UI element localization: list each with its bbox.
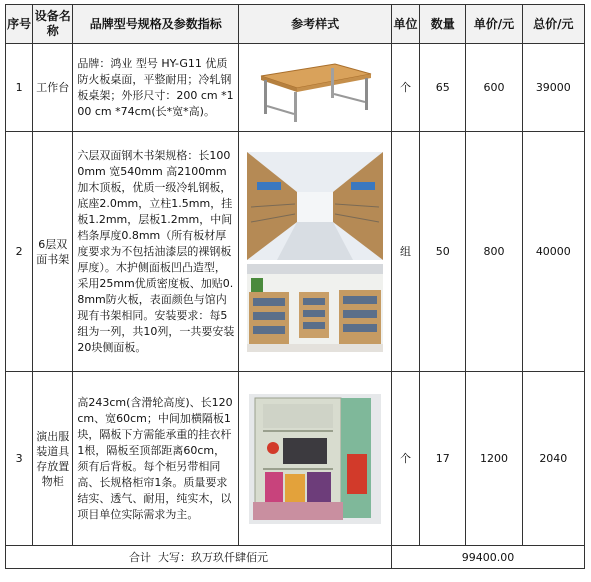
row-price: 600: [466, 44, 522, 132]
procurement-table: [5, 4, 585, 569]
library-shelves-image: [247, 264, 383, 352]
row-seq: 2: [6, 132, 33, 372]
header-price: 单价/元: [466, 5, 522, 44]
header-total: 总价/元: [522, 5, 584, 44]
row-unit: 个: [391, 372, 419, 546]
row-total: 39000: [522, 44, 584, 132]
row-spec: 高243cm(含滑轮高度)、长120cm、宽60cm；中间加横隔板1块，隔板下方需能承重的挂衣杆1根，隔板至顶部距离60cm，须有后背板。每个柜另带相同高、长规格柜帘1条。质量要求结实、透气、耐用，纯实木，以项目单位实际需求为主。: [73, 372, 239, 546]
bookshelf-aisle-image: [247, 152, 383, 260]
row-seq: 1: [6, 44, 33, 132]
total-amount: 99400.00: [391, 546, 584, 569]
row-total: 40000: [522, 132, 584, 372]
row-price: 800: [466, 132, 522, 372]
row-total: 2040: [522, 372, 584, 546]
row-name: 6层双面书架: [33, 132, 73, 372]
table-row: [6, 132, 585, 372]
header-ref: 参考样式: [239, 5, 392, 44]
row-name: 工作台: [33, 44, 73, 132]
header-seq: 序号: [6, 5, 33, 44]
row-spec: 六层双面钢木书架规格：长1000mm 宽540mm 高2100mm 加木顶板，优质一级冷轧钢板，底座2.0mm，立柱1.5mm，挂板1.2mm，层板1.2mm，中间档条厚度0.8mm（所有板材厚度要求为不包括油漆层的裸钢板厚度）。木护侧面板凹凸造型，采用25mm优质密度板、加贴0.8mm防火板，表面颜色与馆内现有书架相同。安装要求：每5组为一列，共10列，一共要安装20块侧面板。: [73, 132, 239, 372]
header-spec: 品牌型号规格及参数指标: [73, 5, 239, 44]
header-name: 设备名称: [33, 5, 73, 44]
header-row: [6, 5, 585, 44]
row-ref-image: [239, 372, 392, 546]
costume-cabinet-image: [249, 394, 381, 524]
header-qty: 数量: [420, 5, 466, 44]
table-row: [6, 372, 585, 546]
row-qty: 50: [420, 132, 466, 372]
row-ref-image: [239, 44, 392, 132]
work-table-image: [255, 52, 375, 124]
row-seq: 3: [6, 372, 33, 546]
row-spec: 品牌：鸿业 型号 HY-G11 优质防火板桌面，平整耐用；冷轧钢板桌架；外形尺寸：200 cm *100 cm *74cm(长*宽*高)。: [73, 44, 239, 132]
row-unit: 个: [391, 44, 419, 132]
row-ref-image: [239, 132, 392, 372]
row-unit: 组: [391, 132, 419, 372]
total-row: [6, 546, 585, 569]
table-row: [6, 44, 585, 132]
row-price: 1200: [466, 372, 522, 546]
row-name: 演出服装道具存放置物柜: [33, 372, 73, 546]
header-unit: 单位: [391, 5, 419, 44]
row-qty: 65: [420, 44, 466, 132]
total-label: 合计 大写：玖万玖仟肆佰元: [6, 546, 392, 569]
row-qty: 17: [420, 372, 466, 546]
